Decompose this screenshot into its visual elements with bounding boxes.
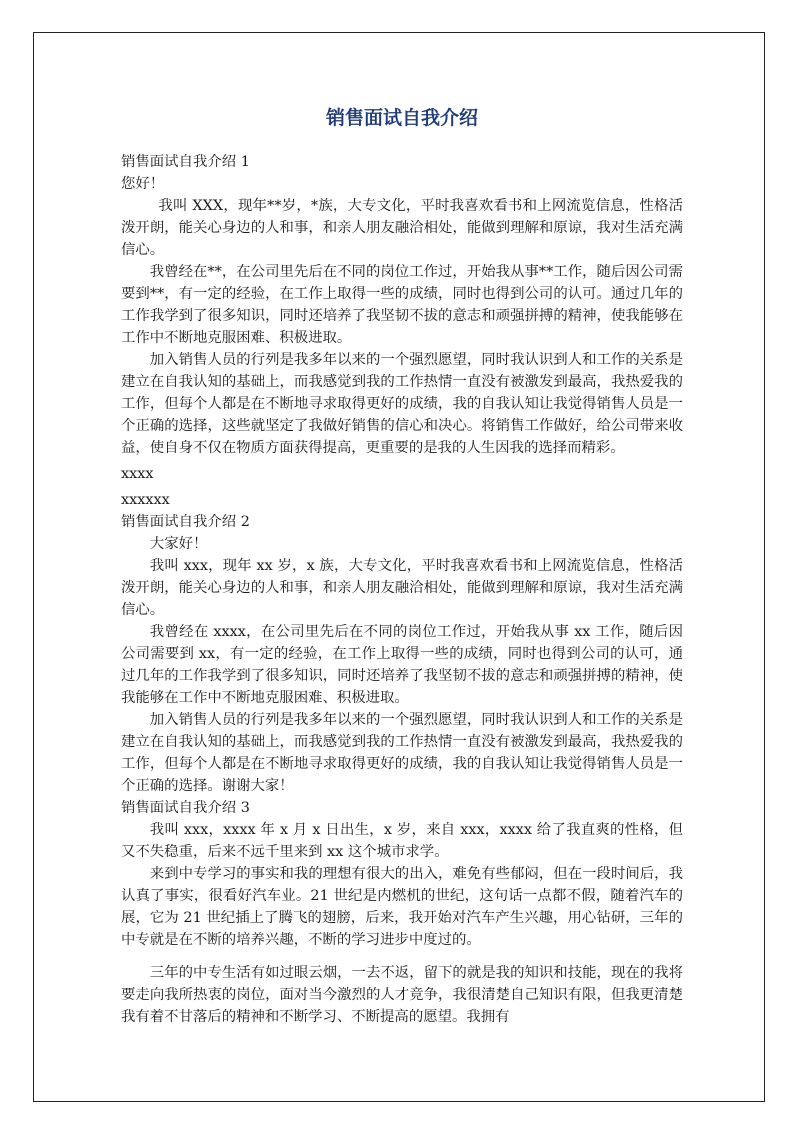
section-2-paragraph-1: 我叫 xxx，现年 xx 岁，x 族，大专文化，平时我喜欢看书和上网流览信息，性格活泼开朗，能关心身边的人和事，和亲人朋友融洽相处，能做到理解和原谅，我对生活充满信心。 <box>121 558 683 618</box>
section-1-signature-1: xxxx <box>121 466 154 482</box>
section-1-paragraph-2: 我曾经在**，在公司里先后在不同的岗位工作过，开始我从事**工作，随后因公司需要到**，有一定的经验，在工作上取得一些的成绩，同时也得到公司的认可。通过几年的工作我学到了很多知识，同时还培养了我坚韧不拔的意志和顽强拼搏的精神，使我能够在工作中不断地克服困难、积极进取。 <box>121 264 683 346</box>
section-1-signature-2: xxxxxx <box>121 492 170 508</box>
section-2-greeting: 大家好！ <box>149 536 208 552</box>
section-3-paragraph-2: 来到中专学习的事实和我的理想有很大的出入，难免有些郁闷，但在一段时间后，我认真了事实，很看好汽车业。21 世纪是内燃机的世纪，这句话一点都不假，随着汽车的展，它为 21 世纪插上了腾飞的翅膀，后来，我开始对汽车产生兴趣，用心钻研，三年的中专就是在不断的培养兴趣，不断的学习进步中度过的。 <box>121 866 683 948</box>
section-2-heading: 销售面试自我介绍 2 <box>121 514 250 530</box>
section-2-paragraph-3: 加入销售人员的行列是我多年以来的一个强烈愿望，同时我认识到人和工作的关系是建立在自我认知的基础上，而我感觉到我的工作热情一直没有被激发到最高，我热爱我的工作，但每个人都是在不断地寻求取得更好的成绩，我的自我认知让我觉得销售人员是一个正确的选择。谢谢大家！ <box>121 712 683 794</box>
section-1-heading: 销售面试自我介绍 1 <box>121 154 250 170</box>
section-1-paragraph-1: 我叫 XXX，现年**岁，*族，大专文化，平时我喜欢看书和上网流览信息，性格活泼开朗，能关心身边的人和事，和亲人朋友融洽相处，能做到理解和原谅，我对生活充满信心。 <box>121 198 683 258</box>
section-2-paragraph-2: 我曾经在 xxxx，在公司里先后在不同的岗位工作过，开始我从事 xx 工作，随后因公司需要到 xx，有一定的经验，在工作上取得一些的成绩，同时也得到公司的认可，通过几年的工作我学到了很多知识，同时还培养了我坚韧不拔的意志和顽强拼搏的精神，使我能够在工作中不断地克服困难、积极进取。 <box>121 624 683 706</box>
document-body <box>121 103 683 1028</box>
section-3-heading: 销售面试自我介绍 3 <box>121 800 250 816</box>
section-1-paragraph-3: 加入销售人员的行列是我多年以来的一个强烈愿望，同时我认识到人和工作的关系是建立在自我认知的基础上，而我感觉到我的工作热情一直没有被激发到最高，我热爱我的工作，但每个人都是在不断地寻求取得更好的成绩，我的自我认知让我觉得销售人员是一个正确的选择，这些就坚定了我做好销售的信心和决心。将销售工作做好，给公司带来收益，使自身不仅在物质方面获得提高，更重要的是我的人生因我的选择而精彩。 <box>121 352 683 456</box>
section-3-paragraph-3: 三年的中专生活有如过眼云烟，一去不返，留下的就是我的知识和技能，现在的我将要走向我所热衷的岗位，面对当今激烈的人才竞争，我很清楚自己知识有限，但我更清楚我有着不甘落后的精神和不断学习、不断提高的愿望。我拥有 <box>121 965 683 1025</box>
section-1-greeting: 您好！ <box>121 176 165 192</box>
section-3-paragraph-1: 我叫 xxx，xxxx 年 x 月 x 日出生，x 岁，来自 xxx，xxxx 给了我直爽的性格，但又不失稳重，后来不远千里来到 xx 这个城市求学。 <box>121 822 683 860</box>
document-title: 销售面试自我介绍 <box>325 107 478 129</box>
